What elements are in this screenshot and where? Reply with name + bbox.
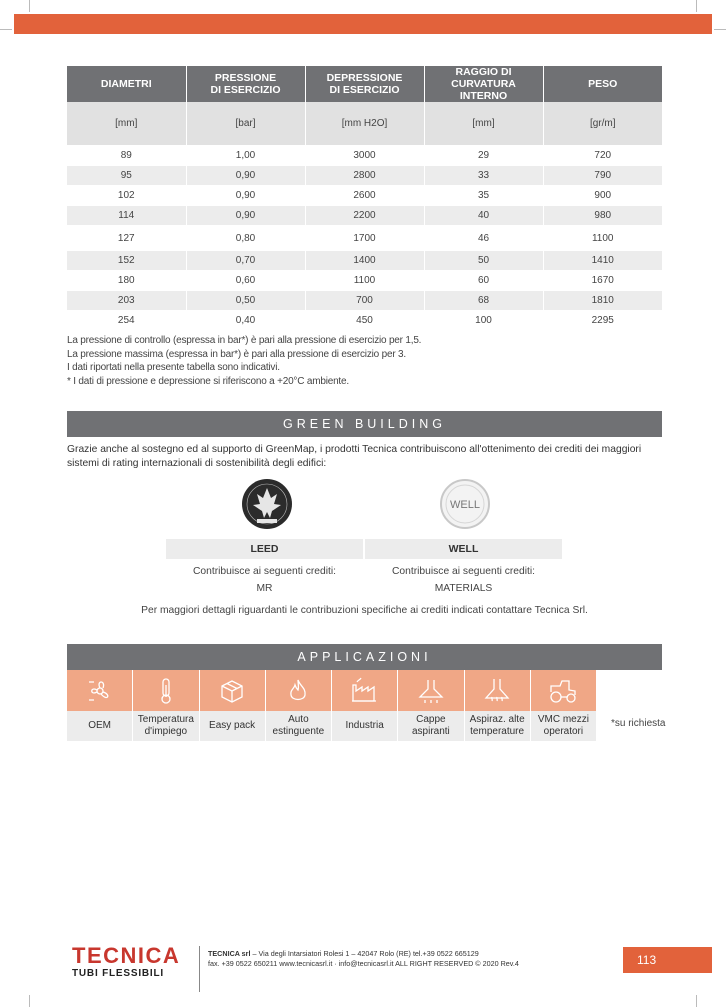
table-cell: 1810 (543, 291, 662, 311)
well-logo (439, 478, 491, 535)
application-label: Cappe aspiranti (398, 711, 464, 741)
table-cell: 1100 (543, 226, 662, 251)
specs-header-row (67, 66, 662, 102)
crop-mark (29, 995, 30, 1007)
well-label: WELL (365, 539, 562, 559)
column-header: RAGGIO DI CURVATURA INTERNO (424, 66, 543, 102)
table-row (67, 186, 662, 206)
thermometer-icon (133, 670, 199, 711)
unit-cell: [gr/m] (543, 102, 662, 146)
application-label: Aspiraz. alte temperature (465, 711, 531, 741)
leed-label: LEED (166, 539, 363, 559)
table-cell: 0,60 (186, 271, 305, 291)
table-row (67, 291, 662, 311)
company-address: – Via degli Intarsiatori Rolesi 1 – 42047 Rolo (RE) tel.+39 0522 665129 (250, 949, 479, 958)
table-cell: 0,90 (186, 166, 305, 186)
note-line: * I dati di pressione e depressione si riferiscono a +20°C ambiente. (67, 375, 349, 387)
table-cell: 89 (67, 146, 186, 166)
application-label: Temperatura d'impiego (133, 711, 199, 741)
note-line: La pressione massima (espressa in bar*) è pari alla pressione di esercizio per 3. (67, 348, 406, 360)
table-cell: 0,90 (186, 206, 305, 226)
page-number: 113 (623, 947, 712, 973)
credits-label: Contribuisce ai seguenti crediti: (192, 566, 337, 577)
applications-icon-row (67, 670, 596, 711)
unit-cell: [bar] (186, 102, 305, 146)
table-cell: 0,80 (186, 226, 305, 251)
table-cell: 102 (67, 186, 186, 206)
table-cell: 700 (305, 291, 424, 311)
fan-icon (67, 670, 133, 711)
box-icon (200, 670, 266, 711)
well-credits (365, 563, 562, 597)
unit-cell: [mm H2O] (305, 102, 424, 146)
table-row (67, 206, 662, 226)
table-cell: 203 (67, 291, 186, 311)
leed-logo (241, 478, 293, 535)
application-label: VMC mezzi operatori (531, 711, 596, 741)
table-cell: 0,70 (186, 251, 305, 271)
table-cell: 0,50 (186, 291, 305, 311)
table-cell: 3000 (305, 146, 424, 166)
table-cell: 254 (67, 311, 186, 331)
footer-line-1 (208, 949, 519, 959)
table-cell: 980 (543, 206, 662, 226)
table-cell: 1670 (543, 271, 662, 291)
tractor-icon (531, 670, 596, 711)
table-cell: 900 (543, 186, 662, 206)
table-row (67, 146, 662, 166)
specs-table (67, 66, 662, 331)
table-cell: 1410 (543, 251, 662, 271)
footer-contact (208, 949, 519, 969)
table-row (67, 226, 662, 251)
table-cell: 790 (543, 166, 662, 186)
unit-cell: [mm] (424, 102, 543, 146)
table-cell: 1700 (305, 226, 424, 251)
crop-mark (696, 0, 697, 12)
table-cell: 2200 (305, 206, 424, 226)
credits-value: MATERIALS (434, 583, 493, 594)
application-label: OEM (67, 711, 133, 741)
on-request-note: *su richiesta (611, 718, 666, 729)
company-logo (72, 945, 180, 979)
application-label: Easy pack (200, 711, 266, 741)
table-row (67, 271, 662, 291)
table-cell: 114 (67, 206, 186, 226)
company-name: TECNICA srl (208, 949, 251, 958)
credits-value: MR (256, 583, 273, 594)
table-cell: 1,00 (186, 146, 305, 166)
table-cell: 33 (424, 166, 543, 186)
credits-label: Contribuisce ai seguenti crediti: (391, 566, 536, 577)
table-cell: 152 (67, 251, 186, 271)
applications-label-row (67, 711, 596, 741)
table-cell: 0,90 (186, 186, 305, 206)
table-row (67, 251, 662, 271)
units-row (67, 102, 662, 146)
table-cell: 40 (424, 206, 543, 226)
table-cell: 127 (67, 226, 186, 251)
applicazioni-title: APPLICAZIONI (67, 644, 662, 670)
well-logo-text: WELL (450, 499, 480, 511)
table-cell: 0,40 (186, 311, 305, 331)
table-cell: 60 (424, 271, 543, 291)
column-header: DEPRESSIONE DI ESERCIZIO (305, 66, 424, 102)
table-cell: 46 (424, 226, 543, 251)
table-cell: 29 (424, 146, 543, 166)
table-cell: 720 (543, 146, 662, 166)
table-cell: 450 (305, 311, 424, 331)
note-line: La pressione di controllo (espressa in bar*) è pari alla pressione di esercizio per 1,5. (67, 335, 422, 346)
crop-mark (0, 29, 12, 30)
brand-subtitle: TUBI FLESSIBILI (72, 968, 164, 979)
flame-icon (266, 670, 332, 711)
footer-divider (199, 946, 200, 992)
unit-cell: [mm] (67, 102, 186, 146)
column-header: PRESSIONE DI ESERCIZIO (186, 66, 305, 102)
more-info-text: Per maggiori dettagli riguardanti le contribuzioni specifiche ai crediti indicati contattare Tecnica Srl. (141, 605, 588, 616)
table-cell: 100 (424, 311, 543, 331)
table-cell: 2800 (305, 166, 424, 186)
leed-credits (166, 563, 363, 597)
green-building-title: GREEN BUILDING (67, 411, 662, 437)
crop-mark (714, 29, 726, 30)
hot-exhaust-icon (465, 670, 531, 711)
table-cell: 180 (67, 271, 186, 291)
table-cell: 35 (424, 186, 543, 206)
note-line: I dati riportati nella presente tabella sono indicativi. (67, 362, 280, 373)
top-accent-bar (14, 14, 712, 34)
brand-name: TECNICA (72, 943, 181, 968)
table-notes (67, 334, 421, 388)
crop-mark (696, 995, 697, 1007)
column-header: PESO (543, 66, 662, 102)
green-building-intro: Grazie anche al sostegno ed al supporto di GreenMap, i prodotti Tecnica contribuiscono all'ottenimento dei crediti dei maggiori sistemi di rating internazionali di sostenibilità degli edifici: (67, 444, 642, 469)
table-row (67, 166, 662, 186)
crop-mark (29, 0, 30, 12)
table-cell: 2600 (305, 186, 424, 206)
application-label: Industria (332, 711, 398, 741)
column-header: DIAMETRI (67, 66, 186, 102)
hood-icon (398, 670, 464, 711)
footer-line-2: fax. +39 0522 650211 www.tecnicasrl.it · info@tecnicasrl.it ALL RIGHT RESERVED © 2020 Rev.4 (208, 959, 519, 968)
table-cell: 50 (424, 251, 543, 271)
table-cell: 1100 (305, 271, 424, 291)
table-cell: 1400 (305, 251, 424, 271)
table-cell: 95 (67, 166, 186, 186)
factory-icon (332, 670, 398, 711)
table-cell: 2295 (543, 311, 662, 331)
table-cell: 68 (424, 291, 543, 311)
table-row (67, 311, 662, 331)
application-label: Auto estinguente (266, 711, 332, 741)
